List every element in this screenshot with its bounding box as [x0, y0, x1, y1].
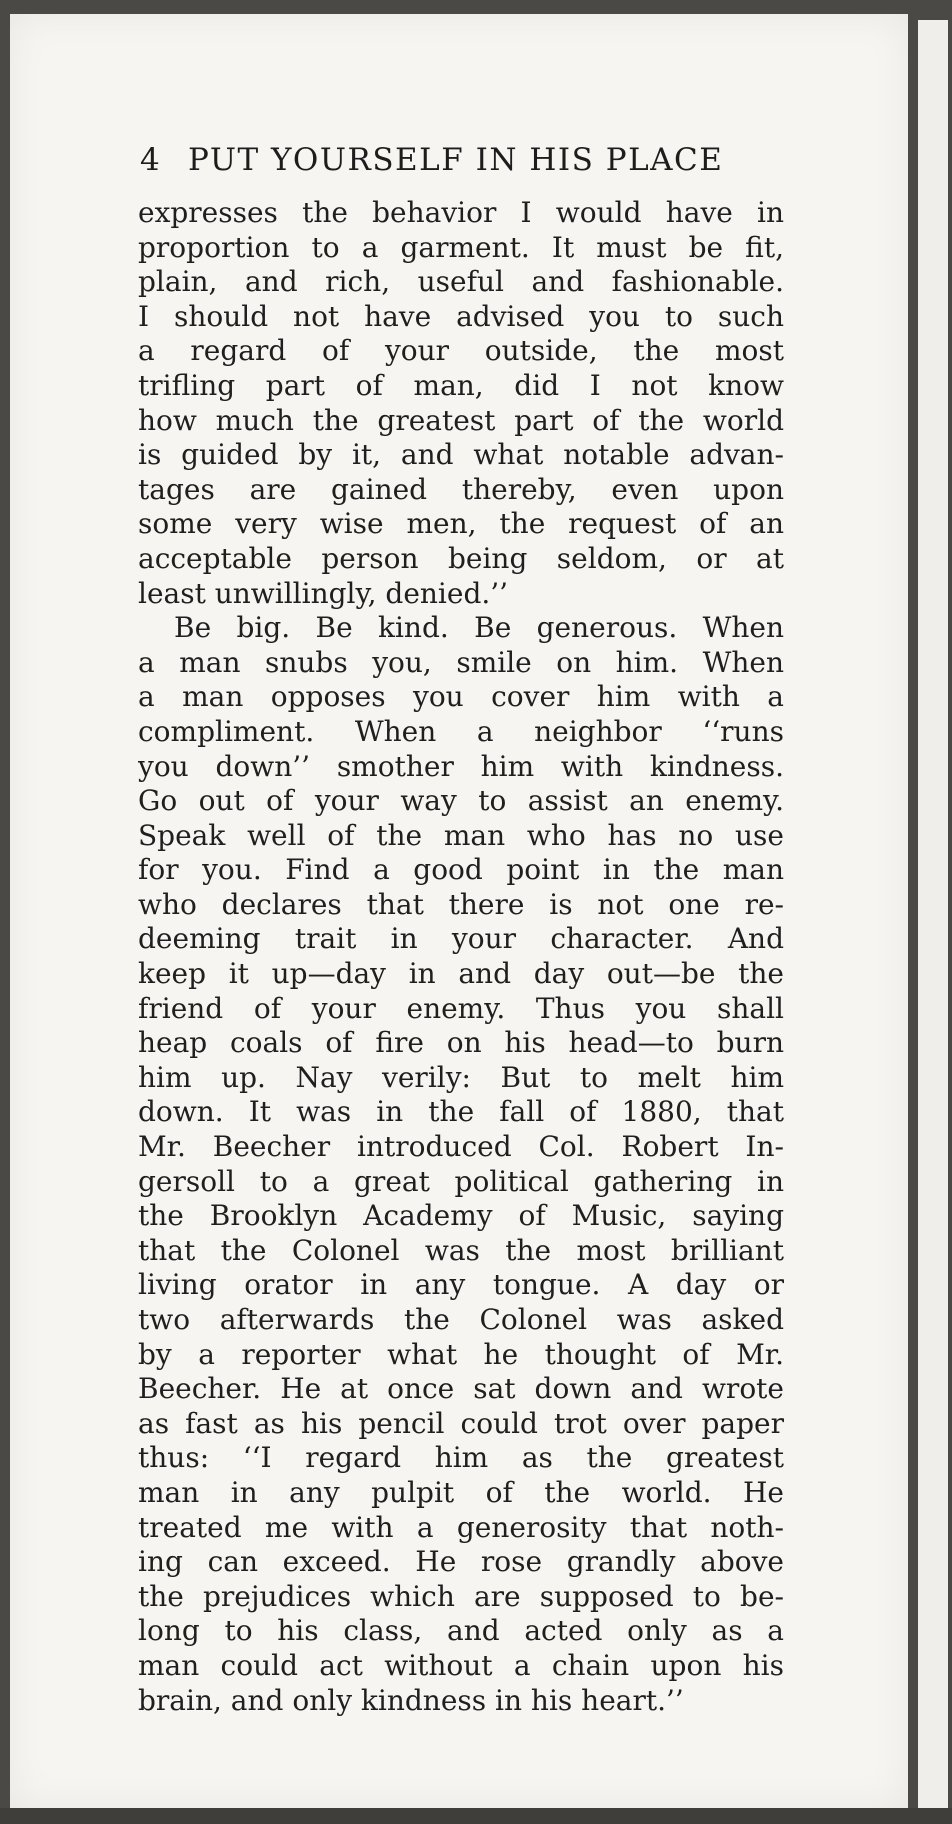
text-line: thus: ‘‘I regard him as the greatest: [138, 1441, 784, 1475]
text-line: living orator in any tongue. A day or: [138, 1268, 784, 1302]
text-line: gersoll to a great political gathering in: [138, 1164, 784, 1198]
text-line: I should not have advised you to such: [138, 299, 784, 333]
text-line: down. It was in the fall of 1880, that: [138, 1095, 784, 1129]
text-line: some very wise men, the request of an: [138, 507, 784, 541]
paragraph: [138, 611, 784, 1718]
text-line: expresses the behavior I would have in: [138, 196, 784, 229]
text-line: him up. Nay verily: But to melt him: [138, 1060, 784, 1094]
text-line: long to his class, and acted only as a: [138, 1614, 784, 1648]
text-line: you down’’ smother him with kindness.: [138, 749, 784, 783]
scan-bottom-edge: [0, 1808, 952, 1824]
text-line: ing can exceed. He rose grandly above: [138, 1545, 784, 1579]
adjacent-page-edge: [918, 20, 948, 1810]
text-line: who declares that there is not one re-: [138, 887, 784, 921]
text-line: compliment. When a neighbor ‘‘runs: [138, 714, 784, 748]
text-line: a regard of your outside, the most: [138, 334, 784, 368]
body-text: [138, 196, 784, 1718]
paragraph: [138, 196, 784, 611]
page-header: [140, 142, 785, 186]
text-line: least unwillingly, denied.’’: [138, 576, 509, 610]
text-line: friend of your enemy. Thus you shall: [138, 991, 784, 1025]
page-number: 4: [140, 142, 162, 178]
text-line: man in any pulpit of the world. He: [138, 1475, 784, 1509]
text-line: how much the greatest part of the world: [138, 403, 784, 437]
text-line: plain, and rich, useful and fashionable.: [138, 265, 784, 299]
running-title: PUT YOURSELF IN HIS PLACE: [188, 142, 724, 178]
text-line: is guided by it, and what notable advan-: [138, 438, 784, 472]
text-line: Speak well of the man who has no use: [138, 818, 784, 852]
text-line: the prejudices which are supposed to be-: [138, 1579, 784, 1613]
text-line: heap coals of fire on his head—to burn: [138, 1026, 784, 1060]
text-line: tages are gained thereby, even upon: [138, 472, 784, 506]
text-line: that the Colonel was the most brilliant: [138, 1233, 784, 1267]
text-line: the Brooklyn Academy of Music, saying: [138, 1199, 784, 1233]
text-line: keep it up—day in and day out—be the: [138, 957, 784, 991]
text-line: as fast as his pencil could trot over paper: [138, 1406, 784, 1440]
text-line: Mr. Beecher introduced Col. Robert In-: [138, 1130, 784, 1164]
text-line: deeming trait in your character. And: [138, 922, 784, 956]
text-line: a man opposes you cover him with a: [138, 680, 784, 714]
text-line: Go out of your way to assist an enemy.: [138, 784, 784, 818]
text-line: trifling part of man, did I not know: [138, 368, 784, 402]
text-line: Beecher. He at once sat down and wrote: [138, 1372, 784, 1406]
text-line: by a reporter what he thought of Mr.: [138, 1337, 784, 1371]
text-line: for you. Find a good point in the man: [138, 853, 784, 887]
text-line: man could act without a chain upon his: [138, 1648, 784, 1682]
text-line: acceptable person being seldom, or at: [138, 541, 784, 575]
text-line: treated me with a generosity that noth-: [138, 1510, 784, 1544]
text-line: a man snubs you, smile on him. When: [138, 645, 784, 679]
text-line: proportion to a garment. It must be fit,: [138, 230, 784, 264]
text-line: brain, and only kindness in his heart.’’: [138, 1683, 684, 1717]
text-line: two afterwards the Colonel was asked: [138, 1303, 784, 1336]
text-line: Be big. Be kind. Be generous. When: [174, 611, 784, 645]
